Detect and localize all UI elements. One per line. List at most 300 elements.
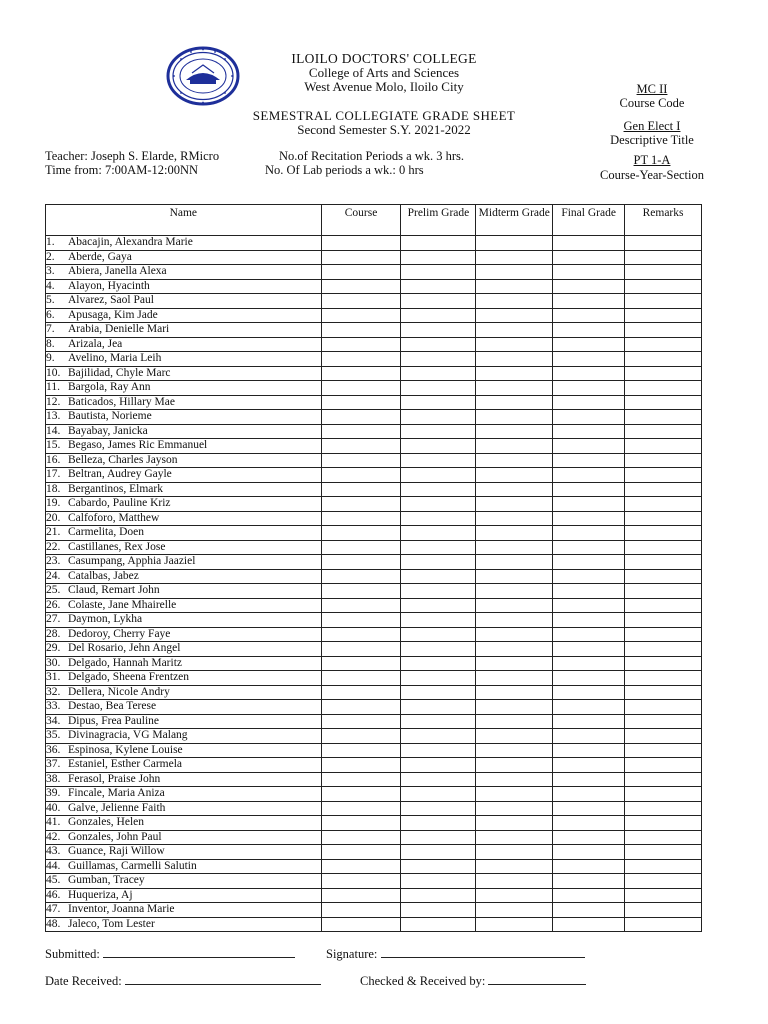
course-cell[interactable]	[321, 453, 401, 468]
remarks-cell[interactable]	[625, 700, 702, 715]
remarks-cell[interactable]	[625, 337, 702, 352]
final-cell[interactable]	[553, 801, 625, 816]
prelim-cell[interactable]	[401, 569, 476, 584]
row-number: 14.	[46, 424, 61, 437]
prelim-cell[interactable]	[401, 700, 476, 715]
midterm-cell[interactable]	[476, 497, 553, 512]
student-name: Daymon, Lykha	[68, 613, 143, 625]
course-cell[interactable]	[321, 540, 401, 555]
remarks-cell[interactable]	[625, 598, 702, 613]
midterm-cell[interactable]	[476, 555, 553, 570]
remarks-cell[interactable]	[625, 671, 702, 686]
remarks-cell[interactable]	[625, 453, 702, 468]
checked-received-field	[360, 973, 586, 989]
midterm-cell[interactable]	[476, 743, 553, 758]
remarks-cell[interactable]	[625, 888, 702, 903]
course-cell[interactable]	[321, 627, 401, 642]
midterm-cell[interactable]	[476, 874, 553, 889]
student-name-cell	[46, 410, 322, 425]
remarks-cell[interactable]	[625, 279, 702, 294]
final-cell[interactable]	[553, 859, 625, 874]
midterm-cell[interactable]	[476, 816, 553, 831]
final-cell[interactable]	[553, 685, 625, 700]
prelim-cell[interactable]	[401, 772, 476, 787]
midterm-cell[interactable]	[476, 801, 553, 816]
prelim-cell[interactable]	[401, 236, 476, 251]
course-cell[interactable]	[321, 294, 401, 309]
final-cell[interactable]	[553, 816, 625, 831]
course-cell[interactable]	[321, 787, 401, 802]
student-name: Arabia, Denielle Mari	[68, 323, 170, 335]
final-cell[interactable]	[553, 424, 625, 439]
remarks-cell[interactable]	[625, 874, 702, 889]
prelim-cell[interactable]	[401, 613, 476, 628]
student-name-cell	[46, 656, 322, 671]
course-cell[interactable]	[321, 584, 401, 599]
prelim-cell[interactable]	[401, 424, 476, 439]
final-cell[interactable]	[553, 323, 625, 338]
remarks-cell[interactable]	[625, 424, 702, 439]
remarks-cell[interactable]	[625, 352, 702, 367]
midterm-cell[interactable]	[476, 787, 553, 802]
course-cell[interactable]	[321, 598, 401, 613]
prelim-cell[interactable]	[401, 816, 476, 831]
remarks-cell[interactable]	[625, 801, 702, 816]
prelim-cell[interactable]	[401, 540, 476, 555]
midterm-cell[interactable]	[476, 250, 553, 265]
course-cell[interactable]	[321, 395, 401, 410]
final-cell[interactable]	[553, 627, 625, 642]
course-cell[interactable]	[321, 743, 401, 758]
remarks-cell[interactable]	[625, 743, 702, 758]
final-cell[interactable]	[553, 439, 625, 454]
midterm-cell[interactable]	[476, 830, 553, 845]
midterm-cell[interactable]	[476, 439, 553, 454]
course-cell[interactable]	[321, 874, 401, 889]
final-cell[interactable]	[553, 888, 625, 903]
midterm-cell[interactable]	[476, 352, 553, 367]
row-number: 42.	[46, 830, 61, 843]
remarks-cell[interactable]	[625, 395, 702, 410]
midterm-cell[interactable]	[476, 598, 553, 613]
remarks-cell[interactable]	[625, 540, 702, 555]
course-cell[interactable]	[321, 236, 401, 251]
midterm-cell[interactable]	[476, 758, 553, 773]
remarks-cell[interactable]	[625, 903, 702, 918]
prelim-cell[interactable]	[401, 685, 476, 700]
remarks-cell[interactable]	[625, 816, 702, 831]
midterm-cell[interactable]	[476, 511, 553, 526]
final-cell[interactable]	[553, 845, 625, 860]
final-cell[interactable]	[553, 656, 625, 671]
course-cell[interactable]	[321, 758, 401, 773]
remarks-cell[interactable]	[625, 294, 702, 309]
course-cell[interactable]	[321, 265, 401, 280]
prelim-cell[interactable]	[401, 656, 476, 671]
midterm-cell[interactable]	[476, 772, 553, 787]
col-header-final: Final Grade	[553, 205, 625, 236]
table-row	[46, 758, 702, 773]
course-cell[interactable]	[321, 482, 401, 497]
final-cell[interactable]	[553, 671, 625, 686]
row-number: 12.	[46, 395, 61, 408]
row-number: 20.	[46, 511, 61, 524]
course-cell[interactable]	[321, 279, 401, 294]
course-cell[interactable]	[321, 816, 401, 831]
course-cell[interactable]	[321, 468, 401, 483]
student-name: Colaste, Jane Mhairelle	[68, 598, 177, 611]
final-cell[interactable]	[553, 526, 625, 541]
midterm-cell[interactable]	[476, 337, 553, 352]
remarks-cell[interactable]	[625, 381, 702, 396]
course-cell[interactable]	[321, 424, 401, 439]
prelim-cell[interactable]	[401, 584, 476, 599]
course-cell[interactable]	[321, 308, 401, 323]
midterm-cell[interactable]	[476, 845, 553, 860]
course-cell[interactable]	[321, 656, 401, 671]
prelim-cell[interactable]	[401, 410, 476, 425]
table-row	[46, 381, 702, 396]
remarks-cell[interactable]	[625, 859, 702, 874]
prelim-cell[interactable]	[401, 526, 476, 541]
row-number: 3.	[46, 265, 55, 277]
remarks-cell[interactable]	[625, 265, 702, 280]
midterm-cell[interactable]	[476, 366, 553, 381]
student-name-cell	[46, 395, 322, 410]
final-cell[interactable]	[553, 482, 625, 497]
midterm-cell[interactable]	[476, 236, 553, 251]
final-cell[interactable]	[553, 279, 625, 294]
row-number: 11.	[46, 381, 60, 393]
table-row	[46, 424, 702, 439]
remarks-cell[interactable]	[625, 497, 702, 512]
final-cell[interactable]	[553, 758, 625, 773]
remarks-cell[interactable]	[625, 627, 702, 642]
prelim-cell[interactable]	[401, 671, 476, 686]
remarks-cell[interactable]	[625, 526, 702, 541]
course-cell[interactable]	[321, 366, 401, 381]
table-row	[46, 584, 702, 599]
signature-field	[326, 946, 585, 962]
remarks-cell[interactable]	[625, 685, 702, 700]
course-cell[interactable]	[321, 381, 401, 396]
final-cell[interactable]	[553, 772, 625, 787]
midterm-cell[interactable]	[476, 453, 553, 468]
row-number: 46.	[46, 888, 61, 901]
remarks-cell[interactable]	[625, 714, 702, 729]
prelim-cell[interactable]	[401, 642, 476, 657]
prelim-cell[interactable]	[401, 482, 476, 497]
midterm-cell[interactable]	[476, 410, 553, 425]
prelim-cell[interactable]	[401, 279, 476, 294]
prelim-cell[interactable]	[401, 250, 476, 265]
course-cell[interactable]	[321, 323, 401, 338]
descriptive-title-value: Gen Elect I	[623, 119, 681, 133]
prelim-cell[interactable]	[401, 874, 476, 889]
midterm-cell[interactable]	[476, 265, 553, 280]
table-row	[46, 555, 702, 570]
course-cell[interactable]	[321, 845, 401, 860]
prelim-cell[interactable]	[401, 439, 476, 454]
col-header-remarks: Remarks	[625, 205, 702, 236]
prelim-cell[interactable]	[401, 830, 476, 845]
prelim-cell[interactable]	[401, 917, 476, 932]
prelim-cell[interactable]	[401, 381, 476, 396]
course-cell[interactable]	[321, 555, 401, 570]
midterm-cell[interactable]	[476, 903, 553, 918]
prelim-cell[interactable]	[401, 888, 476, 903]
row-number: 31.	[46, 671, 61, 683]
prelim-cell[interactable]	[401, 294, 476, 309]
prelim-cell[interactable]	[401, 859, 476, 874]
final-cell[interactable]	[553, 265, 625, 280]
final-cell[interactable]	[553, 830, 625, 845]
midterm-cell[interactable]	[476, 308, 553, 323]
midterm-cell[interactable]	[476, 395, 553, 410]
remarks-cell[interactable]	[625, 439, 702, 454]
final-cell[interactable]	[553, 787, 625, 802]
course-cell[interactable]	[321, 917, 401, 932]
table-row	[46, 352, 702, 367]
remarks-cell[interactable]	[625, 482, 702, 497]
midterm-cell[interactable]	[476, 671, 553, 686]
course-code-value: MC II	[636, 82, 668, 96]
final-cell[interactable]	[553, 337, 625, 352]
student-name: Dellera, Nicole Andry	[68, 685, 170, 698]
midterm-cell[interactable]	[476, 468, 553, 483]
final-cell[interactable]	[553, 381, 625, 396]
course-cell[interactable]	[321, 859, 401, 874]
midterm-cell[interactable]	[476, 888, 553, 903]
midterm-cell[interactable]	[476, 323, 553, 338]
remarks-cell[interactable]	[625, 511, 702, 526]
final-cell[interactable]	[553, 700, 625, 715]
course-cell[interactable]	[321, 772, 401, 787]
final-cell[interactable]	[553, 453, 625, 468]
student-name-cell	[46, 729, 322, 744]
row-number: 4.	[46, 279, 55, 292]
course-cell[interactable]	[321, 439, 401, 454]
prelim-cell[interactable]	[401, 337, 476, 352]
student-name: Bargola, Ray Ann	[68, 381, 151, 393]
student-name-cell	[46, 598, 322, 613]
remarks-cell[interactable]	[625, 917, 702, 932]
course-cell[interactable]	[321, 613, 401, 628]
row-number: 8.	[46, 337, 55, 350]
course-cell[interactable]	[321, 511, 401, 526]
final-cell[interactable]	[553, 511, 625, 526]
prelim-cell[interactable]	[401, 468, 476, 483]
student-name-cell	[46, 613, 322, 628]
midterm-cell[interactable]	[476, 685, 553, 700]
remarks-cell[interactable]	[625, 584, 702, 599]
student-name: Bayabay, Janicka	[68, 424, 148, 437]
remarks-cell[interactable]	[625, 845, 702, 860]
midterm-cell[interactable]	[476, 584, 553, 599]
row-number: 35.	[46, 729, 61, 741]
course-cell[interactable]	[321, 497, 401, 512]
row-number: 41.	[46, 816, 61, 828]
midterm-cell[interactable]	[476, 424, 553, 439]
course-cell[interactable]	[321, 685, 401, 700]
prelim-cell[interactable]	[401, 497, 476, 512]
remarks-cell[interactable]	[625, 555, 702, 570]
student-name: Divinagracia, VG Malang	[68, 729, 188, 741]
final-cell[interactable]	[553, 569, 625, 584]
prelim-cell[interactable]	[401, 729, 476, 744]
final-cell[interactable]	[553, 743, 625, 758]
final-cell[interactable]	[553, 468, 625, 483]
midterm-cell[interactable]	[476, 917, 553, 932]
course-cell[interactable]	[321, 700, 401, 715]
table-row	[46, 250, 702, 265]
final-cell[interactable]	[553, 236, 625, 251]
midterm-cell[interactable]	[476, 627, 553, 642]
prelim-cell[interactable]	[401, 714, 476, 729]
midterm-cell[interactable]	[476, 482, 553, 497]
remarks-cell[interactable]	[625, 308, 702, 323]
prelim-cell[interactable]	[401, 366, 476, 381]
remarks-cell[interactable]	[625, 787, 702, 802]
final-cell[interactable]	[553, 294, 625, 309]
remarks-cell[interactable]	[625, 366, 702, 381]
midterm-cell[interactable]	[476, 642, 553, 657]
prelim-cell[interactable]	[401, 555, 476, 570]
prelim-cell[interactable]	[401, 758, 476, 773]
student-name: Espinosa, Kylene Louise	[68, 743, 183, 756]
course-cell[interactable]	[321, 250, 401, 265]
course-cell[interactable]	[321, 337, 401, 352]
midterm-cell[interactable]	[476, 569, 553, 584]
remarks-cell[interactable]	[625, 642, 702, 657]
course-cell[interactable]	[321, 801, 401, 816]
table-row	[46, 801, 702, 816]
final-cell[interactable]	[553, 613, 625, 628]
prelim-cell[interactable]	[401, 323, 476, 338]
final-cell[interactable]	[553, 903, 625, 918]
prelim-cell[interactable]	[401, 627, 476, 642]
prelim-cell[interactable]	[401, 352, 476, 367]
prelim-cell[interactable]	[401, 265, 476, 280]
midterm-cell[interactable]	[476, 613, 553, 628]
student-name: Ferasol, Praise John	[68, 772, 161, 785]
student-name: Claud, Remart John	[68, 584, 160, 596]
final-cell[interactable]	[553, 250, 625, 265]
prelim-cell[interactable]	[401, 308, 476, 323]
college-name: College of Arts and Sciences	[308, 65, 460, 80]
course-cell[interactable]	[321, 671, 401, 686]
remarks-cell[interactable]	[625, 758, 702, 773]
student-name: Inventor, Joanna Marie	[68, 903, 175, 915]
final-cell[interactable]	[553, 395, 625, 410]
final-cell[interactable]	[553, 598, 625, 613]
student-name: Guillamas, Carmelli Salutin	[68, 859, 197, 872]
prelim-cell[interactable]	[401, 787, 476, 802]
remarks-cell[interactable]	[625, 729, 702, 744]
remarks-cell[interactable]	[625, 569, 702, 584]
table-row	[46, 497, 702, 512]
remarks-cell[interactable]	[625, 468, 702, 483]
prelim-cell[interactable]	[401, 801, 476, 816]
prelim-cell[interactable]	[401, 598, 476, 613]
final-cell[interactable]	[553, 308, 625, 323]
final-cell[interactable]	[553, 410, 625, 425]
remarks-cell[interactable]	[625, 830, 702, 845]
midterm-cell[interactable]	[476, 381, 553, 396]
remarks-cell[interactable]	[625, 236, 702, 251]
midterm-cell[interactable]	[476, 526, 553, 541]
final-cell[interactable]	[553, 497, 625, 512]
final-cell[interactable]	[553, 729, 625, 744]
student-name: Calfoforo, Matthew	[68, 511, 160, 524]
remarks-cell[interactable]	[625, 323, 702, 338]
midterm-cell[interactable]	[476, 540, 553, 555]
prelim-cell[interactable]	[401, 453, 476, 468]
student-name-cell	[46, 526, 322, 541]
checked-received-line	[488, 973, 586, 985]
table-row	[46, 917, 702, 932]
final-cell[interactable]	[553, 555, 625, 570]
final-cell[interactable]	[553, 714, 625, 729]
course-cell[interactable]	[321, 830, 401, 845]
prelim-cell[interactable]	[401, 903, 476, 918]
final-cell[interactable]	[553, 642, 625, 657]
remarks-cell[interactable]	[625, 656, 702, 671]
course-cell[interactable]	[321, 352, 401, 367]
table-row	[46, 627, 702, 642]
student-name: Bergantinos, Elmark	[68, 482, 163, 495]
course-cell[interactable]	[321, 714, 401, 729]
remarks-cell[interactable]	[625, 410, 702, 425]
course-cell[interactable]	[321, 526, 401, 541]
remarks-cell[interactable]	[625, 613, 702, 628]
midterm-cell[interactable]	[476, 279, 553, 294]
final-cell[interactable]	[553, 584, 625, 599]
course-cell[interactable]	[321, 729, 401, 744]
midterm-cell[interactable]	[476, 859, 553, 874]
final-cell[interactable]	[553, 874, 625, 889]
row-number: 5.	[46, 294, 55, 306]
remarks-cell[interactable]	[625, 250, 702, 265]
midterm-cell[interactable]	[476, 714, 553, 729]
remarks-cell[interactable]	[625, 772, 702, 787]
course-cell[interactable]	[321, 903, 401, 918]
date-received-field	[45, 973, 321, 989]
final-cell[interactable]	[553, 366, 625, 381]
final-cell[interactable]	[553, 540, 625, 555]
final-cell[interactable]	[553, 352, 625, 367]
midterm-cell[interactable]	[476, 656, 553, 671]
prelim-cell[interactable]	[401, 511, 476, 526]
lab-info: No. Of Lab periods a wk.: 0 hrs	[265, 163, 424, 177]
course-cell[interactable]	[321, 410, 401, 425]
student-name: Galve, Jelienne Faith	[68, 801, 166, 814]
table-row	[46, 540, 702, 555]
student-name-cell	[46, 265, 322, 280]
course-cell[interactable]	[321, 888, 401, 903]
prelim-cell[interactable]	[401, 395, 476, 410]
student-name-cell	[46, 279, 322, 294]
course-cell[interactable]	[321, 642, 401, 657]
midterm-cell[interactable]	[476, 729, 553, 744]
row-number: 9.	[46, 352, 55, 364]
prelim-cell[interactable]	[401, 743, 476, 758]
midterm-cell[interactable]	[476, 700, 553, 715]
final-cell[interactable]	[553, 917, 625, 932]
prelim-cell[interactable]	[401, 845, 476, 860]
midterm-cell[interactable]	[476, 294, 553, 309]
course-cell[interactable]	[321, 569, 401, 584]
